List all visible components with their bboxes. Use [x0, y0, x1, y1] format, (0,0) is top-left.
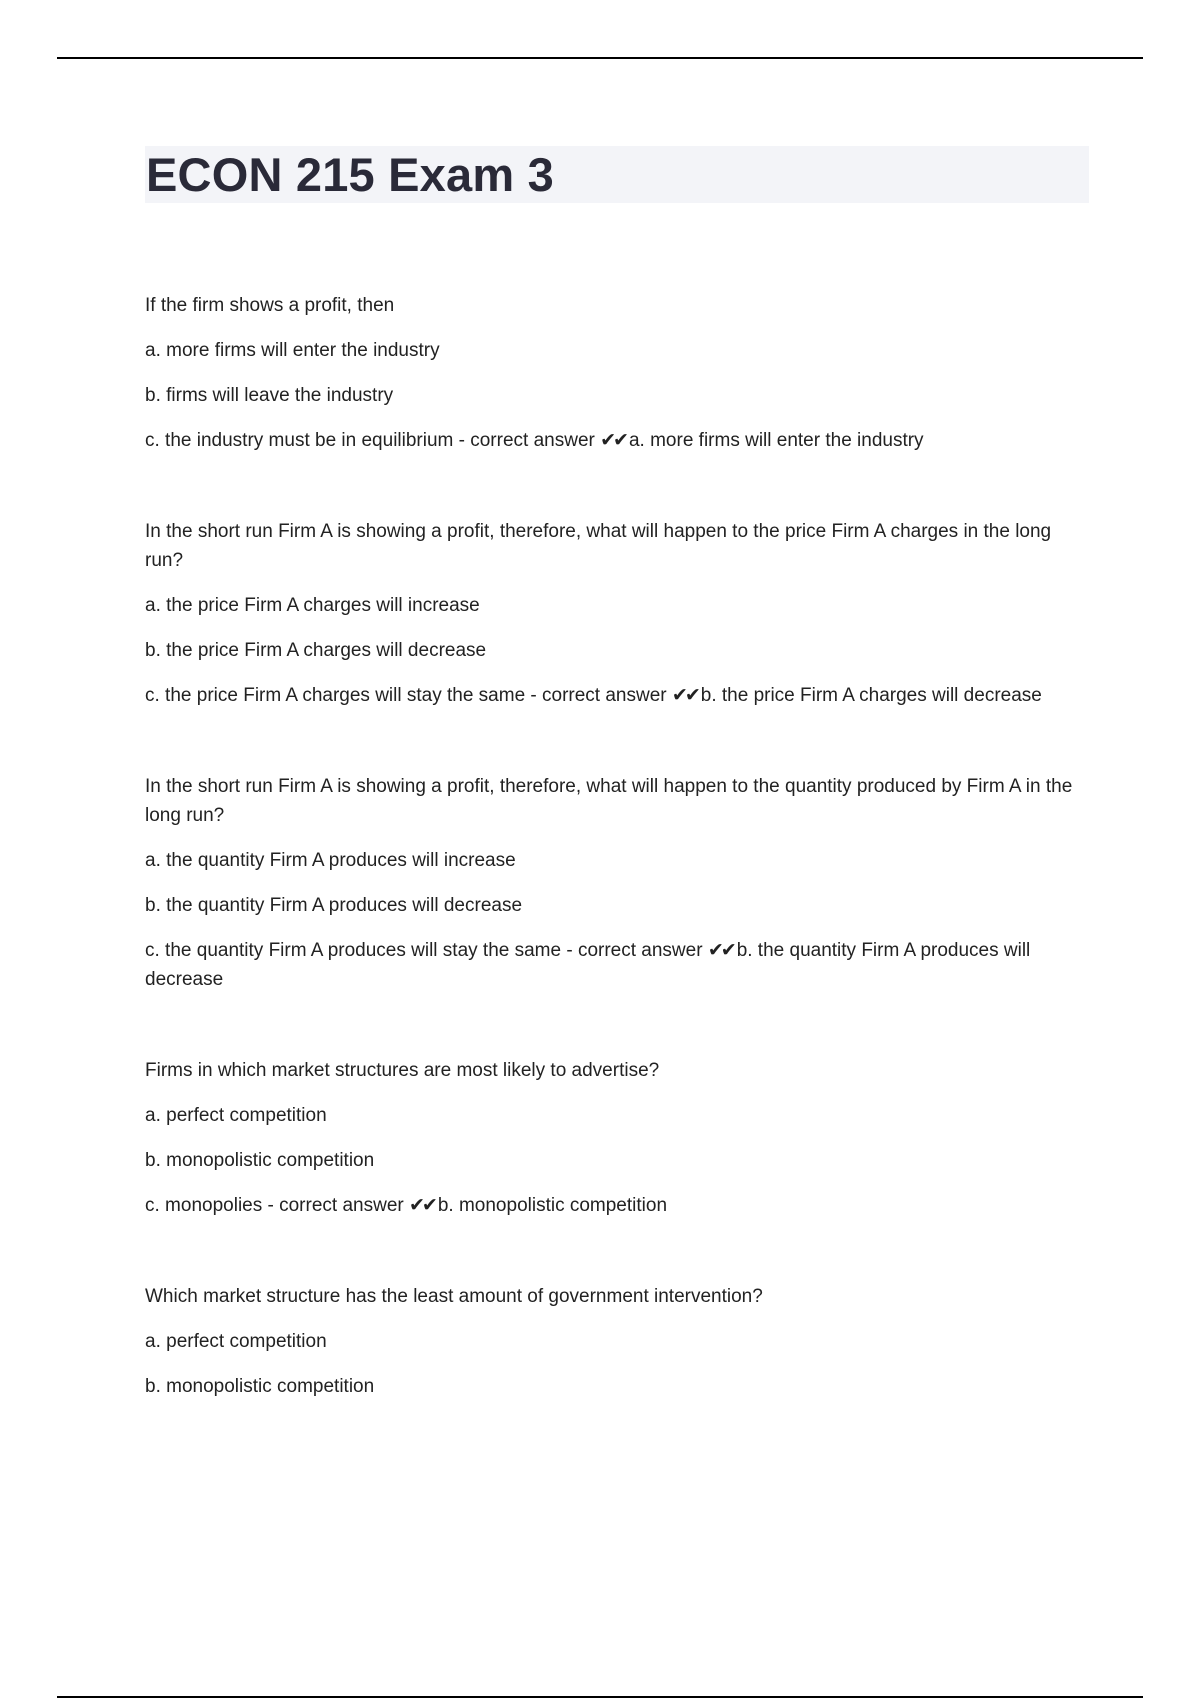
option-c-with-answer — [145, 681, 1090, 710]
option-b: b. firms will leave the industry — [145, 385, 394, 406]
option-c: c. the price Firm A charges will stay the same - correct answer — [145, 685, 667, 706]
option-b: b. the quantity Firm A produces will decrease — [145, 895, 523, 916]
question-prompt: Firms in which market structures are most likely to advertise? — [145, 1060, 660, 1081]
option-a: a. the price Firm A charges will increase — [145, 595, 480, 616]
correct-answer: a. more firms will enter the industry — [628, 430, 924, 451]
question-prompt: In the short run Firm A is showing a profit, therefore, what will happen to the price Firm A charges in the long run? — [145, 521, 1052, 571]
double-check-icon: ✔✔ — [409, 1195, 435, 1216]
question-4 — [145, 1056, 1090, 1220]
question-prompt: If the firm shows a profit, then — [145, 295, 395, 316]
option-b: b. monopolistic competition — [145, 1376, 375, 1397]
document-title: ECON 215 Exam 3 — [146, 148, 554, 201]
question-list — [145, 291, 1090, 1463]
double-check-icon: ✔✔ — [600, 430, 626, 451]
option-a: a. perfect competition — [145, 1105, 327, 1126]
correct-answer: b. the price Firm A charges will decrease — [700, 685, 1042, 706]
correct-answer: b. the quantity Firm A produces will decrease — [145, 940, 1031, 990]
option-a: a. perfect competition — [145, 1331, 327, 1352]
option-c-with-answer — [145, 1191, 1090, 1220]
question-5 — [145, 1282, 1090, 1401]
option-c: c. the industry must be in equilibrium - correct answer — [145, 430, 595, 451]
option-a: a. more firms will enter the industry — [145, 340, 440, 361]
question-prompt: Which market structure has the least amount of government intervention? — [145, 1286, 763, 1307]
option-c-with-answer — [145, 936, 1090, 994]
correct-answer: b. monopolistic competition — [437, 1195, 668, 1216]
option-b: b. monopolistic competition — [145, 1150, 375, 1171]
double-check-icon: ✔✔ — [707, 940, 734, 961]
double-check-icon: ✔✔ — [671, 685, 698, 706]
bottom-rule — [57, 1696, 1143, 1698]
option-c: c. the quantity Firm A produces will stay the same - correct answer — [145, 940, 703, 961]
top-rule — [57, 57, 1143, 59]
option-a: a. the quantity Firm A produces will increase — [145, 850, 516, 871]
question-1 — [145, 291, 1090, 455]
question-prompt: In the short run Firm A is showing a profit, therefore, what will happen to the quantity produced by Firm A in the long run? — [145, 776, 1073, 826]
option-c-with-answer — [145, 426, 1090, 455]
question-3 — [145, 772, 1090, 994]
option-c: c. monopolies - correct answer — [145, 1195, 404, 1216]
option-b: b. the price Firm A charges will decrease — [145, 640, 487, 661]
question-2 — [145, 517, 1090, 710]
